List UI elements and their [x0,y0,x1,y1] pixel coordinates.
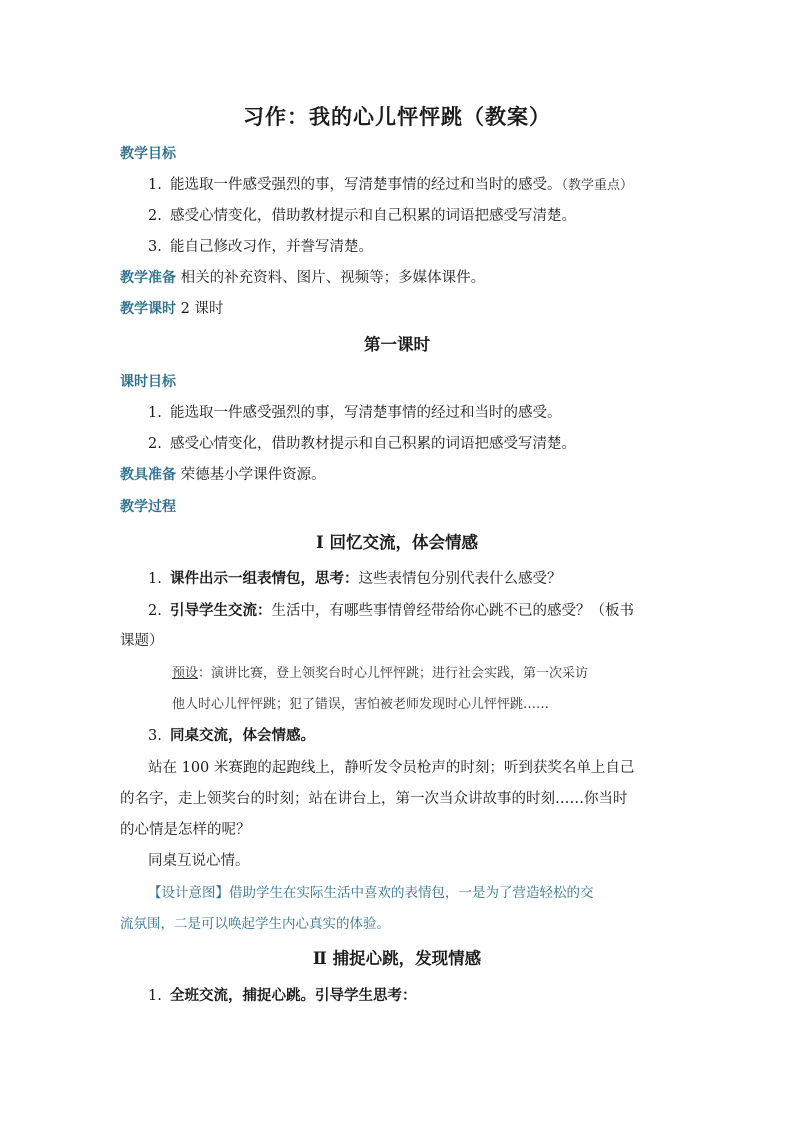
goal-text: 感受心情变化，借助教材提示和自己积累的词语把感受写清楚。 [170,208,576,224]
design-intent-line-2: 流氛围，二是可以唤起学生内心真实的体验。 [120,916,390,932]
paragraph-line: 站在 100 米赛跑的起跑线上，静听发令员枪声的时刻；听到获奖名单上自己 [148,760,635,776]
step-bold: 引导学生交流： [170,602,272,619]
lesson-title: 第一课时 [364,335,430,354]
goal-item-1 [148,175,633,196]
goal-num: 2. [148,436,162,452]
goal-num: 3. [148,239,162,255]
goal-item-3 [148,237,373,257]
hours-row [120,299,223,319]
hours-heading: 教学课时 [120,301,176,317]
lesson-goal-1 [148,403,562,423]
tools-heading: 教具准备 [120,467,176,483]
preset-line-2: 他人时心儿怦怦跳；犯了错误，害怕被老师发现时心儿怦怦跳…… [172,697,550,712]
section-title-2: Ⅱ 捕捉心跳，发现情感 [312,949,482,968]
goal-text: 能自己修改习作，并誊写清楚。 [170,239,373,255]
step-num: 1. [148,988,162,1004]
tools-text: 荣德基小学课件资源。 [180,467,326,483]
prep-row [120,268,485,288]
goal-text: 能选取一件感受强烈的事，写清楚事情的经过和当时的感受。 [170,177,562,193]
design-intent-line-1: 【设计意图】借助学生在实际生活中喜欢的表情包，一是为了营造轻松的交 [148,885,594,901]
step-text: 这些表情包分别代表什么感受？ [358,571,562,587]
step-1-section-2 [148,986,417,1006]
step-2 [148,601,634,621]
step-bold: 全班交流，捕捉心跳。引导学生思考： [170,987,417,1004]
step-bold: 课件出示一组表情包，思考： [170,570,359,587]
step-2-cont: 课题） [120,633,164,649]
goal-num: 1. [148,177,162,193]
goal-item-2 [148,206,576,226]
step-1 [148,569,562,589]
goal-num: 2. [148,208,162,224]
step-num: 2. [148,603,162,619]
goal-num: 1. [148,405,162,421]
lesson-goal-2 [148,434,576,454]
goal-note: （教学重点） [561,178,634,193]
preset-text: ：演讲比赛，登上领奖台时心儿怦怦跳；进行社会实践，第一次采访 [198,666,589,681]
paragraph-line: 的名字，走上领奖台的时刻；站在讲台上，第一次当众讲故事的时刻……你当时 [120,791,628,807]
step-bold: 同桌交流，体会情感。 [170,727,315,744]
preset-label: 预设 [172,666,199,681]
section-title-1: Ⅰ 回忆交流，体会情感 [316,533,478,552]
step-num: 1. [148,571,162,587]
tools-row [120,465,326,485]
prep-text: 相关的补充资料、图片、视频等；多媒体课件。 [180,270,486,286]
paragraph-line: 同桌互说心情。 [148,853,250,869]
step-3 [148,726,315,746]
goals-heading: 教学目标 [120,146,176,162]
paragraph-line: 的心情是怎样的呢？ [120,822,251,838]
hours-text: 2 课时 [180,301,224,317]
step-text: 生活中，有哪些事情曾经带给你心跳不已的感受？（板书 [271,603,634,619]
page-title: 习作：我的心儿怦怦跳（教案） [243,104,551,129]
process-heading: 教学过程 [120,499,176,515]
prep-heading: 教学准备 [120,270,176,286]
goal-text: 感受心情变化，借助教材提示和自己积累的词语把感受写清楚。 [170,436,576,452]
goal-text: 能选取一件感受强烈的事，写清楚事情的经过和当时的感受。 [170,405,562,421]
preset-line-1 [172,664,588,684]
lesson-goals-heading: 课时目标 [120,374,176,390]
step-num: 3. [148,728,162,744]
